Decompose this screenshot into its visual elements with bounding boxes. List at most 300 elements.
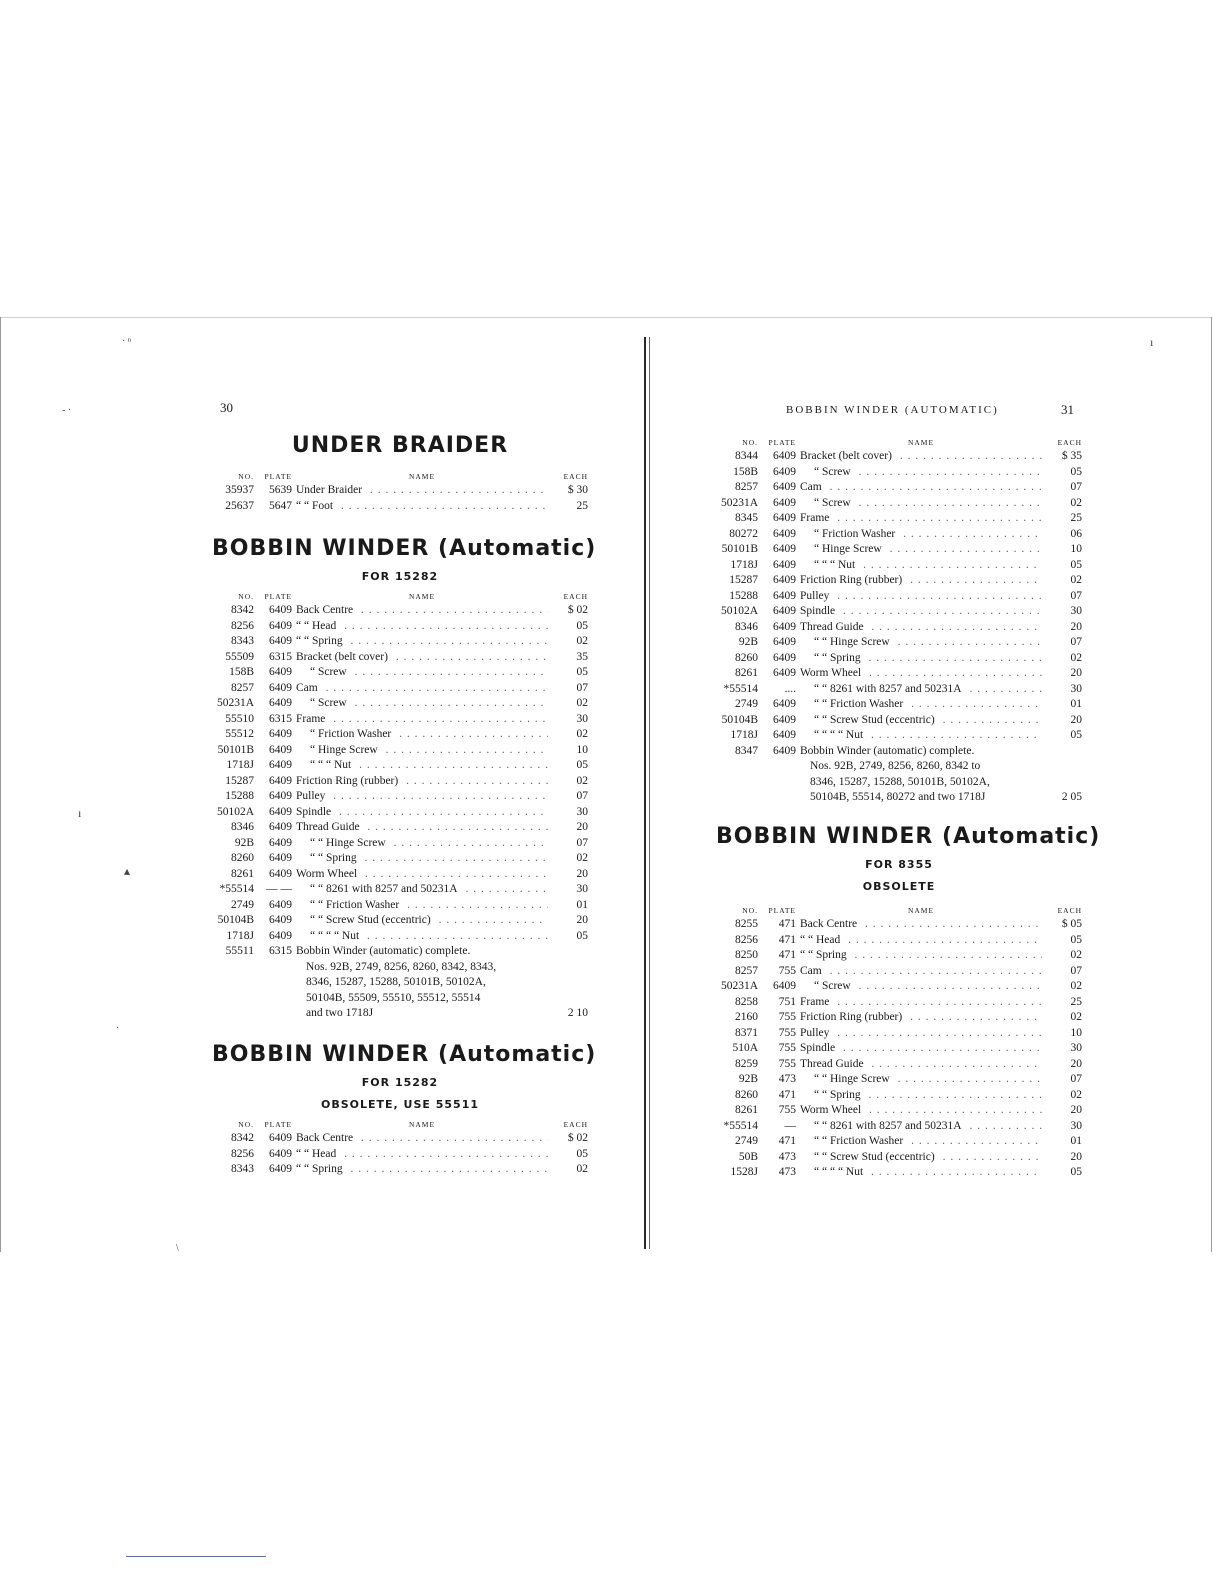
part-number: 15288	[225, 790, 254, 802]
running-head: BOBBIN WINDER (AUTOMATIC)	[786, 404, 999, 416]
plate-number: 6409	[269, 790, 292, 802]
list-item	[212, 851, 588, 867]
plate-number: 6409	[269, 821, 292, 833]
part-name-text: Back Centre	[800, 918, 858, 930]
part-number: 50231A	[720, 496, 758, 509]
list-item	[716, 728, 1082, 744]
plate-number: 6409	[269, 1147, 292, 1160]
part-name	[296, 619, 548, 635]
part-name	[296, 650, 548, 666]
part-name	[800, 1026, 1042, 1042]
list-item-complete-assembly	[716, 744, 1082, 806]
part-number: 15288	[729, 589, 758, 602]
part-name	[800, 1041, 1042, 1057]
part-name	[800, 1057, 1042, 1073]
list-item	[212, 820, 588, 836]
part-name	[800, 635, 1042, 651]
plate-number: 5647	[269, 499, 292, 512]
page-number: 31	[1061, 402, 1074, 417]
part-name-text: “ “ “ “ Nut	[814, 1166, 864, 1178]
header-no: NO.	[238, 1120, 254, 1129]
part-name-text: Worm Wheel	[800, 667, 862, 679]
header-no: NO.	[742, 906, 758, 915]
list-item	[716, 1150, 1082, 1166]
section-subtitle-obsolete: OBSOLETE	[862, 880, 936, 893]
part-number: 2749	[735, 1135, 758, 1147]
part-name	[296, 483, 548, 499]
plate-number: 6409	[773, 713, 796, 726]
part-name-text: “ “ Friction Washer	[310, 898, 400, 911]
part-name	[800, 620, 1042, 636]
price-each: 05	[576, 619, 588, 632]
part-name	[800, 589, 1042, 605]
plate-number: 6409	[269, 635, 292, 647]
header-plate: PLATE	[264, 1120, 292, 1129]
part-name	[800, 1165, 1042, 1181]
list-item	[716, 604, 1082, 620]
plate-number: 751	[778, 995, 796, 1008]
part-number: 1718J	[226, 759, 254, 771]
part-name-text: Spindle	[296, 805, 332, 818]
price-each: 30	[1070, 1042, 1082, 1054]
part-name	[800, 651, 1042, 667]
header-each: EACH	[563, 472, 588, 481]
price-each: 01	[1070, 698, 1082, 710]
plate-number: 6409	[773, 481, 796, 493]
parts-list-bobbin-winder-8355	[716, 904, 1082, 1181]
column-header-row	[212, 1118, 588, 1131]
plate-number: 6409	[269, 743, 292, 756]
list-item	[716, 948, 1082, 964]
price-each: 05	[1070, 465, 1082, 478]
part-name-text: Under Braider	[296, 484, 363, 496]
part-name	[296, 898, 548, 914]
part-number: 8342	[231, 604, 254, 616]
plate-number: 473	[778, 1073, 796, 1085]
price-each: 02	[1070, 574, 1082, 586]
parts-list-under-braider	[212, 470, 588, 514]
part-number: 80272	[729, 527, 758, 540]
part-number: 8257	[735, 481, 758, 493]
part-name-text: “ Hinge Screw	[814, 543, 882, 555]
price-each: 02	[576, 1163, 588, 1175]
part-number: 8346	[231, 821, 254, 833]
part-name-text: “ “ Friction Washer	[814, 1135, 904, 1147]
part-name-text: Friction Ring (rubber)	[800, 574, 903, 586]
part-number: 158B	[733, 465, 758, 478]
list-item	[212, 712, 588, 728]
price-each: 05	[1070, 729, 1082, 741]
plate-number: 6409	[269, 681, 292, 694]
part-name-text: Back Centre	[296, 1132, 354, 1144]
part-number: 8255	[735, 918, 758, 930]
list-item	[716, 995, 1082, 1011]
list-item	[716, 1134, 1082, 1150]
plate-number: 6409	[269, 898, 292, 911]
part-name	[800, 480, 1042, 496]
part-number: 8258	[735, 995, 758, 1008]
part-number: 50102A	[720, 605, 758, 617]
header-plate: PLATE	[768, 906, 796, 915]
part-number: 2749	[735, 698, 758, 710]
header-name: NAME	[408, 472, 436, 481]
price-each: 07	[576, 790, 588, 802]
part-number: 158B	[229, 666, 254, 678]
plate-number: 6409	[773, 512, 796, 524]
price-each: $ 35	[1061, 450, 1082, 462]
part-name-text: “ “ Foot	[296, 499, 334, 512]
part-name	[296, 851, 548, 867]
price-each: 10	[1070, 543, 1082, 555]
header-no: NO.	[238, 592, 254, 601]
scan-frame-right	[1211, 317, 1212, 1252]
plate-number: 471	[778, 949, 796, 961]
part-number: 8345	[735, 512, 758, 524]
assembly-description-line: Nos. 92B, 2749, 8256, 8260, 8342 to	[810, 760, 981, 772]
part-number: 8347	[735, 744, 758, 757]
price-each: 05	[1070, 558, 1082, 571]
list-item	[716, 933, 1082, 949]
part-name	[800, 1134, 1042, 1150]
plate-number: 6409	[269, 1163, 292, 1175]
header-no: NO.	[742, 438, 758, 447]
part-name	[296, 758, 548, 774]
part-number: 8260	[231, 852, 254, 864]
part-name	[296, 836, 548, 852]
header-each: EACH	[1057, 438, 1082, 447]
plate-number: 6409	[773, 667, 796, 679]
assembly-description	[800, 744, 1042, 806]
part-name-text: Worm Wheel	[296, 867, 358, 880]
plate-number: 6315	[269, 650, 292, 663]
part-name	[296, 665, 548, 681]
parts-list-bobbin-winder-obsolete	[212, 1118, 588, 1178]
list-item	[716, 651, 1082, 667]
part-name-text: Cam	[800, 481, 822, 493]
assembly-description	[296, 944, 548, 1022]
price-each: 20	[1070, 1104, 1082, 1116]
part-number: 50101B	[721, 543, 758, 555]
part-name	[800, 527, 1042, 543]
list-item	[212, 774, 588, 790]
price-each: 02	[1070, 949, 1082, 961]
part-name	[296, 727, 548, 743]
part-name	[296, 603, 548, 619]
part-name	[296, 634, 548, 650]
plate-number: 6409	[269, 929, 292, 942]
plate-number: 6409	[773, 558, 796, 571]
list-item	[716, 527, 1082, 543]
header-each: EACH	[563, 1120, 588, 1129]
list-item	[212, 913, 588, 929]
part-number: 92B	[738, 636, 758, 648]
part-name-text: Frame	[800, 512, 830, 524]
plate-number: 6409	[269, 914, 292, 926]
section-title: BOBBIN WINDER (Automatic)	[212, 536, 597, 561]
plate-number: 6409	[269, 852, 292, 864]
list-item	[212, 743, 588, 759]
part-name	[800, 604, 1042, 620]
price-each: 02	[1070, 1011, 1082, 1023]
section-subtitle-obsolete: OBSOLETE, USE 55511	[320, 1098, 480, 1111]
part-number: *55514	[219, 883, 254, 895]
right-page	[716, 390, 1101, 1190]
plate-number: 755	[778, 1042, 796, 1054]
part-number: 8342	[231, 1132, 254, 1144]
part-number: 8260	[735, 1088, 758, 1101]
part-number: 15287	[729, 574, 758, 586]
assembly-description-line: Nos. 92B, 2749, 8256, 8260, 8342, 8343,	[306, 960, 497, 973]
assembly-description-line: 8346, 15287, 15288, 50101B, 50102A,	[810, 775, 990, 788]
part-name	[800, 1010, 1042, 1026]
part-number: 510A	[732, 1042, 758, 1054]
part-name-text: “ Screw	[814, 980, 851, 992]
part-number: 50104B	[217, 914, 254, 926]
plate-number: 6409	[269, 728, 292, 740]
list-item	[212, 665, 588, 681]
list-item	[716, 1026, 1082, 1042]
list-item	[716, 635, 1082, 651]
part-number: 50104B	[721, 713, 758, 726]
part-name-text: “ Screw	[310, 666, 347, 678]
part-number: 8346	[735, 620, 758, 633]
price-each: 02	[576, 852, 588, 864]
price-each: 20	[576, 914, 588, 926]
part-name	[800, 573, 1042, 589]
part-number: 8257	[231, 681, 254, 694]
part-number: 35937	[225, 484, 254, 496]
part-number: 2160	[735, 1011, 758, 1023]
plate-number: 755	[778, 1011, 796, 1023]
plate-number: 473	[778, 1166, 796, 1178]
list-item	[716, 449, 1082, 465]
left-page	[212, 390, 597, 1190]
part-name	[800, 496, 1042, 512]
list-item	[212, 805, 588, 821]
section-title: BOBBIN WINDER (Automatic)	[212, 1042, 597, 1067]
price-each: 35	[576, 650, 588, 663]
part-name-text: “ “ “ Nut	[310, 759, 352, 771]
part-name	[800, 511, 1042, 527]
part-number: 50102A	[216, 805, 254, 818]
price-each: 20	[1070, 620, 1082, 633]
part-name-text: Cam	[800, 964, 822, 977]
part-name	[296, 1131, 548, 1147]
list-item	[212, 499, 588, 515]
plate-number: 755	[778, 1104, 796, 1116]
part-number: 8261	[231, 867, 254, 880]
part-number: 2749	[231, 898, 254, 911]
list-item	[212, 727, 588, 743]
plate-number: 6409	[269, 1132, 292, 1144]
price-each: 20	[1070, 1150, 1082, 1163]
assembly-description-line: 8346, 15287, 15288, 50101B, 50102A,	[306, 976, 486, 988]
list-item	[212, 898, 588, 914]
plate-number: 6409	[773, 543, 796, 555]
plate-number: 6409	[773, 651, 796, 664]
list-item	[716, 917, 1082, 933]
list-item	[212, 650, 588, 666]
price-each: 02	[576, 635, 588, 647]
price-each: 30	[1070, 1119, 1082, 1132]
list-item	[212, 789, 588, 805]
part-number: 55509	[225, 650, 254, 663]
part-name	[800, 1150, 1042, 1166]
plate-number: 6409	[773, 698, 796, 710]
list-item	[716, 558, 1082, 574]
list-item	[716, 589, 1082, 605]
part-number: *55514	[723, 682, 758, 695]
plate-number: 471	[778, 1135, 796, 1147]
list-item	[212, 867, 588, 883]
link-underline	[126, 1556, 266, 1557]
part-name	[800, 713, 1042, 729]
part-number: 8343	[231, 635, 254, 647]
part-name-text: “ “ Screw Stud (eccentric)	[814, 1150, 935, 1163]
part-number: 1718J	[226, 929, 254, 942]
plate-number: 6409	[773, 450, 796, 462]
price-each: 20	[1070, 1057, 1082, 1070]
header-name: NAME	[408, 592, 436, 601]
part-name-text: “ “ Spring	[814, 651, 861, 664]
column-header-row	[716, 904, 1082, 917]
price-each: 10	[1070, 1026, 1082, 1039]
part-number: *55514	[723, 1119, 758, 1132]
part-name	[800, 995, 1042, 1011]
assembly-description-line: Bobbin Winder (automatic) complete.	[296, 945, 471, 957]
part-name-text: “ “ Head	[800, 933, 841, 946]
part-name-text: Spindle	[800, 1042, 836, 1054]
section-title: UNDER BRAIDER	[291, 433, 509, 458]
part-name-text: “ Screw	[310, 697, 347, 709]
part-name	[800, 964, 1042, 980]
part-name	[296, 913, 548, 929]
plate-number: 6315	[269, 945, 292, 957]
list-item-complete-assembly	[212, 944, 588, 1022]
price-each: 02	[576, 774, 588, 787]
plate-number: 755	[778, 964, 796, 977]
list-item	[716, 1041, 1082, 1057]
part-number: 50101B	[217, 743, 254, 756]
part-name	[800, 979, 1042, 995]
part-name	[800, 1088, 1042, 1104]
plate-number: 6409	[773, 527, 796, 540]
part-name-text: Friction Ring (rubber)	[296, 774, 399, 787]
part-number: 8260	[735, 651, 758, 664]
part-name-text: “ “ Hinge Screw	[310, 836, 386, 849]
part-name	[296, 696, 548, 712]
price-each: 06	[1070, 527, 1082, 540]
header-each: EACH	[563, 592, 588, 601]
plate-number: 6409	[773, 605, 796, 617]
plate-number: 6409	[269, 805, 292, 818]
list-item	[716, 573, 1082, 589]
price-each: 30	[576, 883, 588, 895]
price-each: 02	[1070, 1088, 1082, 1101]
part-number: 1718J	[730, 729, 758, 741]
part-name-text: Friction Ring (rubber)	[800, 1011, 903, 1023]
plate-number: 6409	[773, 589, 796, 602]
price-each: 02	[1070, 980, 1082, 992]
plate-number: 6409	[773, 980, 796, 992]
price-each: 02	[576, 697, 588, 709]
plate-number: 6409	[269, 759, 292, 771]
column-header-row	[212, 470, 588, 483]
part-name	[296, 867, 548, 883]
list-item	[716, 666, 1082, 682]
part-number: 1718J	[730, 558, 758, 571]
price-each: 05	[1070, 1166, 1082, 1178]
price-each: 30	[576, 805, 588, 818]
list-item	[716, 620, 1082, 636]
part-name-text: Spindle	[800, 605, 836, 617]
price-each: 05	[1070, 933, 1082, 946]
part-name	[800, 1103, 1042, 1119]
list-item	[716, 682, 1082, 698]
plate-number: 755	[778, 1026, 796, 1039]
part-name	[800, 449, 1042, 465]
part-name-text: “ “ “ “ Nut	[814, 729, 864, 741]
plate-number: 6409	[773, 729, 796, 741]
part-number: 1528J	[730, 1166, 758, 1178]
plate-number: 6409	[269, 836, 292, 849]
price-each: 2 10	[567, 1007, 588, 1019]
header-plate: PLATE	[264, 592, 292, 601]
part-number: 8256	[231, 1147, 254, 1160]
header-plate: PLATE	[264, 472, 292, 481]
part-name-text: “ “ 8261 with 8257 and 50231A	[814, 682, 962, 695]
part-number: 50231A	[720, 980, 758, 992]
part-name-text: Frame	[800, 995, 830, 1008]
list-item	[716, 979, 1082, 995]
part-name	[296, 820, 548, 836]
plate-number: 6409	[773, 744, 796, 757]
price-each: 20	[576, 821, 588, 833]
list-item	[716, 1072, 1082, 1088]
list-item	[716, 480, 1082, 496]
part-name-text: “ “ Head	[296, 619, 337, 632]
list-item	[716, 1165, 1082, 1181]
column-header-row	[212, 590, 588, 603]
part-name	[800, 682, 1042, 698]
list-item	[212, 603, 588, 619]
list-item	[716, 1088, 1082, 1104]
part-name-text: Bracket (belt cover)	[800, 450, 892, 462]
plate-number: 6409	[269, 604, 292, 616]
header-name: NAME	[408, 1120, 436, 1129]
header-each: EACH	[1057, 906, 1082, 915]
header-no: NO.	[238, 472, 254, 481]
price-each: 30	[1070, 682, 1082, 695]
price-each: 07	[576, 681, 588, 694]
price-each: 01	[576, 898, 588, 911]
price-each: 20	[576, 867, 588, 880]
plate-number: 6409	[773, 496, 796, 509]
plate-number: 6409	[773, 620, 796, 633]
part-number: 55511	[225, 945, 254, 957]
part-number: 8343	[231, 1163, 254, 1175]
part-name-text: “ “ Spring	[310, 852, 357, 864]
price-each: 05	[576, 929, 588, 942]
part-number: 25637	[225, 499, 254, 512]
price-each: 2 05	[1061, 791, 1082, 803]
part-name	[800, 917, 1042, 933]
price-each: 20	[1070, 713, 1082, 726]
part-name-text: Worm Wheel	[800, 1104, 862, 1116]
plate-number: 471	[778, 933, 796, 946]
price-each: 25	[1070, 512, 1082, 524]
list-item	[212, 758, 588, 774]
